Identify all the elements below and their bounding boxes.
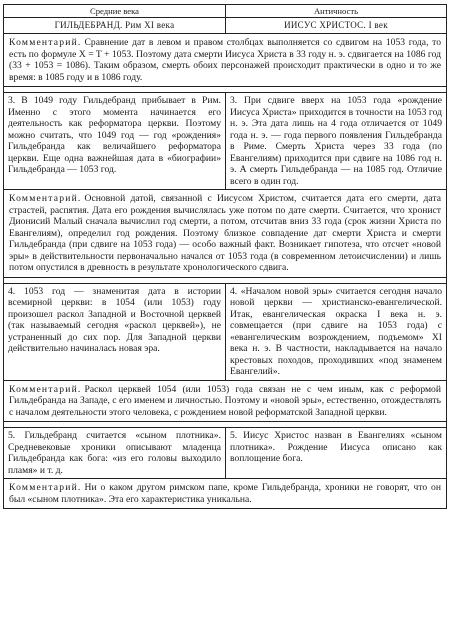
column-title-antiquity: Античность	[225, 5, 446, 17]
right-item-5: 5. Иисус Христос назван в Евангелиях «сыном плотника». Рождение Иисуса описано как воплощение бога.	[225, 428, 446, 478]
left-item-5: 5. Гильдебранд считается «сыном плотника». Средневековые хроники описывают младенца Гильдебранда как бога: «из его головы выходило пламя» и т. д.	[8, 430, 221, 476]
left-item-3: 3. В 1049 году Гильдебранд прибывает в Рим. Именно с этого момента начинается его деятельность как реформатора церкви. Поэтому можно считать, что 1049 год — год «рождения» Гильдебранда как величайшего реформатора церкви. Еще одна важнейшая дата в «биографии» Гильдебранда — 1053 год.	[8, 95, 221, 176]
name-jesus-christ: ИИСУС ХРИСТОС. I век	[225, 18, 446, 33]
table-names-row	[4, 17, 446, 33]
comment-label: Комментарий.	[9, 37, 82, 49]
right-item-4: 4. «Началом новой эры» считается сегодня начало новой церкви — христианско-евангелической. Итак, евангелическая окраска I века н. э. совмещается (при сдвиге на 1053 года) с «евангелическим возрождением, подъемом» XI века н. э. В частности, накладывается на начало крестовых походов, проходивших «под знаменем Евангелий».	[225, 284, 446, 380]
comment-text: Ни о каком другом римском папе, кроме Гильдебранда, хроники не говорят, что он был «сыном плотника». Эта его характеристика уникальна.	[9, 482, 441, 505]
comment-label: Комментарий.	[9, 383, 82, 395]
pair-row-5	[4, 427, 446, 478]
comment-block-2	[4, 189, 446, 277]
comment-text: Раскол церквей 1054 (или 1053) года связан не с чем иным, как с реформой Гильдебранда на Западе, с его именем и личностью. Поэтому и «новой эры», естественно, отождествлять с началом деятельности этого человека, с рождением новой реформатской Западной церкви.	[9, 383, 441, 418]
column-title-middle-ages: Средние века	[90, 6, 139, 16]
comment-block-3	[4, 380, 446, 422]
comment-block-1	[4, 33, 446, 86]
comment-text: Основной датой, связанной с Иисусом Христом, считается дата его смерти, дата страстей, распятия. Дата его рождения вычислялась уже потом по дате смерти. Считается, что хронист Дионисий Малый сначала вычислил год смерти, а потом, отсчитав вниз 33 года (срок жизни Христа по Евангелиям), определил год рождения. Поэтому близкое совпадение дат смерти Христа и смерти Гильдебранда (при сдвиге на 1053 года) — особо важный факт. Возникает гипотеза, что отсчет «новой эры» в действительности первоначально начался от 1053 года (в современном летоисчислении) и лишь потом опустился в древность в результате хронологического сдвига.	[9, 193, 441, 274]
comment-label: Комментарий.	[9, 482, 82, 494]
pair-row-3	[4, 92, 446, 189]
comment-text: Сравнение дат в левом и правом столбцах выполняется со сдвигом на 1053 года, то есть по формуле X = T + 1053. Поэтому дата смерти Иисуса Христа в 33 году н. э. сдвигается на 1086 год (33 + 1053 = 1086). Таким образом, смерть обоих персонажей происходит практически в одно и то же время: в 1085 году и в 1086 году.	[9, 37, 441, 83]
table-header-row	[4, 5, 446, 17]
comment-label: Комментарий.	[9, 193, 82, 205]
pair-row-4	[4, 283, 446, 380]
comment-block-4	[4, 478, 446, 508]
comparison-table	[3, 4, 447, 509]
left-item-4: 4. 1053 год — знаменитая дата в истории всемирной церкви: в 1054 (или 1053) году произошел раскол Западной и Восточной церквей (так называемый сегодня «раскол церквей»), не устраненный до сих пор. Для Западной церкви действительно начиналась новая эра.	[8, 285, 221, 355]
right-item-3: 3. При сдвиге вверх на 1053 года «рождение Иисуса Христа» приходится в точности на 1053 год н. э. Эта дата лишь на 4 года отличается от 1049 года н. э. — года первого появления Гильдебранда в Риме. Смерть Христа через 33 года (по Евангелиям) приходится при сдвиге на 1086 год н. э. А смерть Гильдебранда — на 1085 год. Отличие всего в один год.	[225, 93, 446, 189]
name-hildebrand: ГИЛЬДЕБРАНД. Рим XI века	[54, 20, 175, 31]
